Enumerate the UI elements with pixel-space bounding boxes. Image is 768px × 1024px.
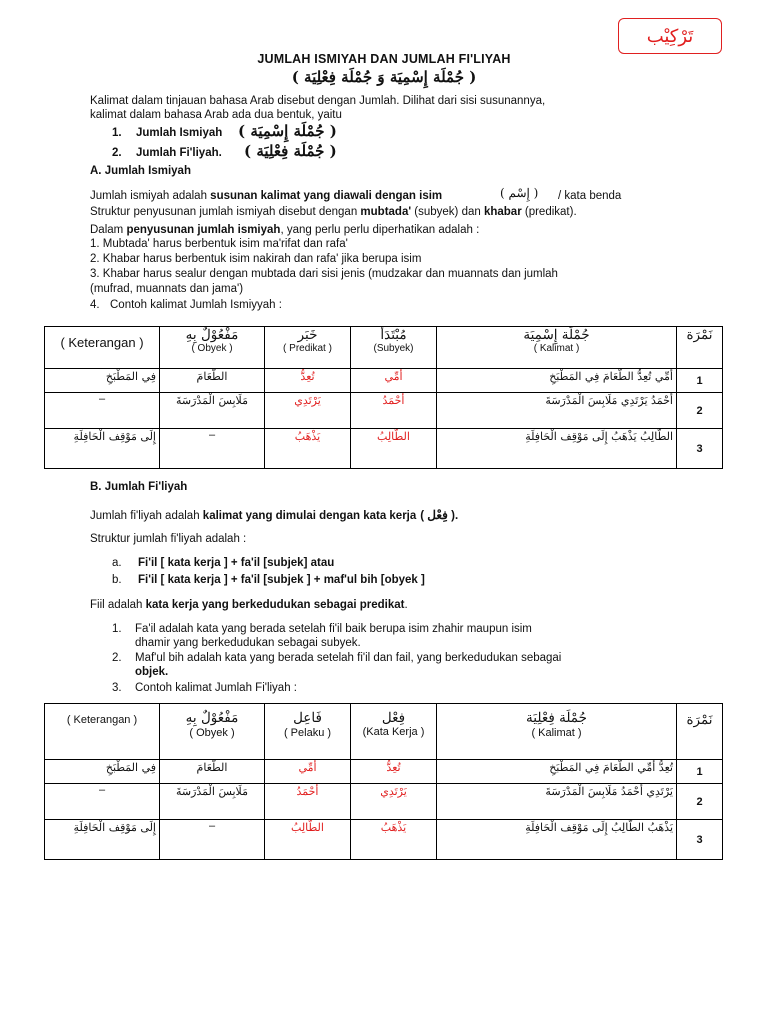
example-num: 4. <box>90 299 100 311</box>
cell-pelaku: الطَّالِبُ <box>265 820 351 860</box>
header-kata-kerja <box>351 704 437 760</box>
structure-khabar: khabar <box>483 206 522 218</box>
cell-pelaku: أَحْمَدُ <box>265 784 351 820</box>
rule-item: 1. Mubtada' harus berbentuk isim ma'rifat dan rafa' <box>90 238 348 250</box>
cell-keterangan: فِي المَطْبَخِ <box>45 369 160 393</box>
header-nomor-arabic: نَمْرَة <box>686 712 713 728</box>
definition-arabic-fiil: فِعْل <box>427 508 448 522</box>
header-pelaku-arabic: فَاعِل <box>293 710 322 726</box>
header-subyek-latin: (Subyek) <box>373 343 414 354</box>
header-subyek-arabic: مُبْتَدَأ <box>380 327 407 343</box>
header-pelaku-latin: ( Pelaku ) <box>283 727 332 739</box>
intro-item-1-num: 1. <box>112 127 122 139</box>
definition-arabic-isim: ( إِسْم ) <box>500 186 539 200</box>
section-b-heading: B. Jumlah Fi'liyah <box>90 481 188 493</box>
header-obyek-latin: ( Obyek ) <box>191 343 233 354</box>
rule-item: 2. Khabar harus berbentuk isim nakirah dan rafa' jika berupa isim <box>90 253 422 265</box>
header-obyek <box>160 704 265 760</box>
header-keterangan: ( Keterangan ) <box>45 327 160 369</box>
cell-kalimat: أُمِّي تُعِدُّ الطَّعَامَ فِي المَطْبَخِ <box>437 369 677 393</box>
cell-nomor: 1 <box>677 369 723 393</box>
cell-kata-kerja: يَرْتَدِي <box>351 784 437 820</box>
cell-predikat: يَرْتَدِي <box>265 393 351 429</box>
table-row <box>45 393 723 429</box>
header-obyek-arabic: مَفْعُوْلٌ بِهِ <box>185 327 239 343</box>
cell-pelaku: أُمِّي <box>265 760 351 784</box>
cell-keterangan: إِلَى مَوْقِف الْحَافِلَةِ <box>45 429 160 469</box>
topic-badge-text: تَرْكِيْب <box>646 25 694 47</box>
cell-kalimat: أَحْمَدُ يَرْتَدِي مَلَابِسَ الْمَدْرَسَةَ <box>437 393 677 429</box>
header-kalimat-arabic: جُمْلَة إِسْمِيَة <box>523 327 590 343</box>
point-num: 3. <box>112 682 122 694</box>
table-row <box>45 429 723 469</box>
structure-text: Struktur penyusunan jumlah ismiyah disebut dengan <box>90 206 361 218</box>
section-b-definition <box>90 508 458 524</box>
table-header-row <box>45 704 723 760</box>
header-subyek <box>351 327 437 369</box>
cell-keterangan: – <box>45 784 160 820</box>
cell-nomor: 2 <box>677 393 723 429</box>
table-header-row <box>45 327 723 369</box>
intro-item-2-label: Jumlah Fi'liyah. <box>136 147 222 159</box>
cell-subyek: أُمِّي <box>351 369 437 393</box>
intro-item-2-arabic: ( جُمْلَة فِعْلِيَة ) <box>244 142 337 160</box>
cell-keterangan: – <box>45 393 160 429</box>
cell-kalimat: تُعِدُّ أُمِّي الطَّعَامَ فِي المَطْبَخِ <box>437 760 677 784</box>
note-bold: penyusunan jumlah ismiyah <box>126 224 281 236</box>
intro-item-2-num: 2. <box>112 147 122 159</box>
structure-item-num: b. <box>112 574 122 586</box>
header-obyek <box>160 327 265 369</box>
topic-badge <box>618 18 722 54</box>
cell-keterangan: فِي المَطْبَخِ <box>45 760 160 784</box>
definition-bold: kalimat yang dimulai dengan kata kerja <box>202 510 417 522</box>
header-kalimat-latin: ( Kalimat ) <box>531 727 582 739</box>
header-kata-kerja-arabic: فِعْل <box>381 710 406 726</box>
cell-obyek: مَلَابِسَ الْمَدْرَسَةَ <box>160 393 265 429</box>
cell-obyek: – <box>160 820 265 860</box>
section-b-structure: Struktur jumlah fi'liyah adalah : <box>90 533 247 545</box>
header-kalimat-latin: ( Kalimat ) <box>533 343 580 354</box>
note-end: , yang perlu perlu diperhatikan adalah : <box>280 224 480 236</box>
cell-kata-kerja: تُعِدُّ <box>351 760 437 784</box>
cell-kata-kerja: يَذْهَبُ <box>351 820 437 860</box>
header-nomor <box>677 704 723 760</box>
definition-paren-close: ). <box>447 510 459 522</box>
intro-item-1-label: Jumlah Ismiyah <box>136 127 223 139</box>
cell-nomor: 3 <box>677 429 723 469</box>
cell-obyek: الطَّعَامَ <box>160 760 265 784</box>
rule-item: (mufrad, muannats dan jama') <box>90 283 244 295</box>
header-obyek-arabic: مَفْعُوْلٌ بِهِ <box>185 710 239 726</box>
cell-kalimat: يَرْتَدِي أَحْمَدُ مَلَابِسَ الْمَدْرَسَةَ <box>437 784 677 820</box>
cell-obyek: مَلَابِسَ الْمَدْرَسَةَ <box>160 784 265 820</box>
cell-kalimat: الطَّالِبُ يَذْهَبُ إِلَى مَوْقِف الْحَافِلَةِ <box>437 429 677 469</box>
section-a-note <box>90 223 479 238</box>
structure-mubtada: mubtada' <box>360 206 412 218</box>
definition-kata-benda: / kata benda <box>558 190 622 202</box>
page-title: JUMLAH ISMIYAH DAN JUMLAH FI'LIYAH <box>257 52 511 66</box>
rule-item: 3. Khabar harus sealur dengan mubtada dari sisi jenis (mudzakar dan muannats dan jumlah <box>90 268 558 280</box>
cell-subyek: أَحْمَدُ <box>351 393 437 429</box>
header-kata-kerja-latin: (Kata Kerja ) <box>362 726 425 738</box>
header-kalimat <box>437 704 677 760</box>
table-row <box>45 760 723 784</box>
jumlah-filiyah-table <box>44 703 723 860</box>
point-num: 2. <box>112 652 122 664</box>
section-b-fiil-note <box>90 598 408 613</box>
jumlah-ismiyah-table <box>44 326 723 469</box>
cell-nomor: 2 <box>677 784 723 820</box>
header-pelaku <box>265 704 351 760</box>
point-line: Maf'ul bih adalah kata yang berada setelah fi'il dan fail, yang berkedudukan sebagai <box>135 652 562 664</box>
cell-predikat: يَذْهَبُ <box>265 429 351 469</box>
definition-text: Jumlah ismiyah adalah <box>90 190 211 202</box>
structure-end: (predikat). <box>521 206 577 218</box>
structure-item-text: Fi'il [ kata kerja ] + fa'il [subjek] atau <box>138 557 335 569</box>
header-predikat <box>265 327 351 369</box>
section-a-definition <box>90 189 442 204</box>
structure-item-num: a. <box>112 557 122 569</box>
intro-line-2: kalimat dalam bahasa Arab ada dua bentuk, yaitu <box>90 109 342 121</box>
header-predikat-latin: ( Predikat ) <box>283 343 332 354</box>
cell-obyek: – <box>160 429 265 469</box>
cell-subyek: الطَّالِبُ <box>351 429 437 469</box>
definition-paren-open: ( <box>420 510 428 522</box>
header-kalimat-arabic: جُمْلَة فِعْلِيَة <box>526 710 587 726</box>
header-kalimat <box>437 327 677 369</box>
table-row <box>45 820 723 860</box>
point-line: objek. <box>135 666 169 678</box>
note-text: Dalam <box>90 224 127 236</box>
example-label: Contoh kalimat Jumlah Ismiyyah : <box>110 299 282 311</box>
table-row <box>45 784 723 820</box>
fiil-note-bold: kata kerja yang berkedudukan sebagai predikat <box>145 599 405 611</box>
cell-nomor: 3 <box>677 820 723 860</box>
header-keterangan: ( Keterangan ) <box>45 704 160 760</box>
intro-line-1: Kalimat dalam tinjauan bahasa Arab disebut dengan Jumlah. Dilihat dari sisi susunannya, <box>90 95 546 107</box>
definition-text: Jumlah fi'liyah adalah <box>90 510 203 522</box>
point-line: dhamir yang berkedudukan sebagai subyek. <box>135 637 361 649</box>
intro-item-1-arabic: ( جُمْلَة إِسْمِيَة ) <box>238 122 337 140</box>
point-line: Contoh kalimat Jumlah Fi'liyah : <box>135 682 297 694</box>
header-predikat-arabic: خَبَر <box>297 327 318 343</box>
section-a-heading: A. Jumlah Ismiyah <box>90 165 191 177</box>
point-line: Fa'il adalah kata yang berada setelah fi'il baik berupa isim zhahir maupun isim <box>135 623 532 635</box>
header-nomor-arabic: نَمْرَة <box>686 327 713 343</box>
cell-predikat: تُعِدُّ <box>265 369 351 393</box>
point-num: 1. <box>112 623 122 635</box>
cell-obyek: الطَّعَامَ <box>160 369 265 393</box>
definition-bold: susunan kalimat yang diawali dengan isim <box>210 190 443 202</box>
fiil-note-text: Fiil adalah <box>90 599 146 611</box>
structure-mid: (subyek) dan <box>411 206 484 218</box>
cell-keterangan: إِلَى مَوْقِف الْحَافِلَةِ <box>45 820 160 860</box>
cell-nomor: 1 <box>677 760 723 784</box>
header-obyek-latin: ( Obyek ) <box>189 727 235 739</box>
fiil-note-end: . <box>404 599 408 611</box>
structure-item-text: Fi'il [ kata kerja ] + fa'il [subjek ] + maf'ul bih [obyek ] <box>138 574 425 586</box>
header-nomor <box>677 327 723 369</box>
cell-kalimat: يَذْهَبُ الطَّالِبُ إِلَى مَوْقِف الْحَافِلَةِ <box>437 820 677 860</box>
table-row <box>45 369 723 393</box>
page-subtitle-arabic: ( جُمْلَة إِسْمِيَة وَ جُمْلَة فِعْلِيَة ) <box>291 68 477 86</box>
section-a-structure <box>90 205 577 220</box>
